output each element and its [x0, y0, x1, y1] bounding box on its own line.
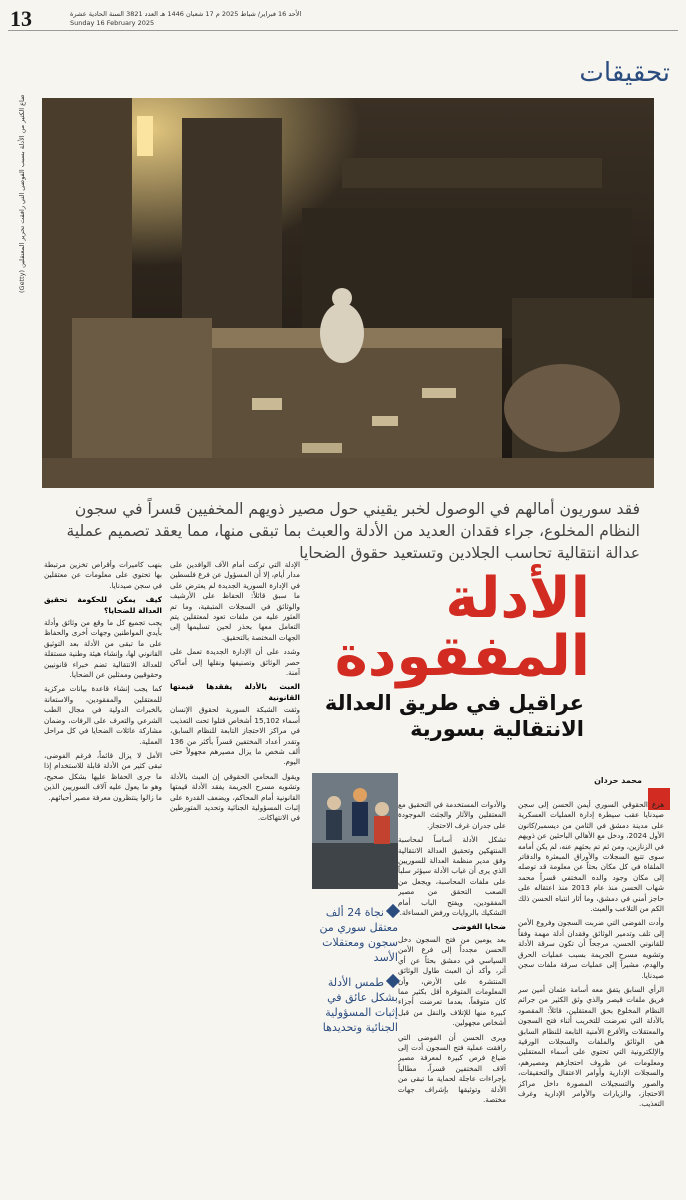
article-deck: فقد سوريون أمالهم في الوصول لخبر يقيني حول مصير ذويهم المخفيين قسراً في سجون النظام المخلوع، جراء فقدان العديد من الأدلة والعبث بما تبقى منها، مما يعقد تصميم عملية عدالة انتقالية تحاسب الجلادين وتستعيد حقوق الضحايا	[66, 500, 640, 562]
photo-caption: ضاع الكثير من الأدلة بسبب الفوضى التي رافقت تحرير المعتقلين (Getty)	[18, 95, 26, 294]
article-headline: الأدلة المفقودة	[334, 566, 590, 689]
pull-quote: نجاة 24 ألف معتقل سوري من سجون ومعتقلات الأسد	[314, 905, 398, 965]
column-subhead: العبث بالأدلة يفقدها قيمتها القانونية	[170, 682, 300, 702]
column-subhead: كيف يمكن للحكومة تحقيق العدالة للضحايا؟	[44, 595, 162, 615]
issue-date-arabic: الأحد 16 فبراير/ شباط 2025 م 17 شعبان 1446 هـ العدد 3821 السنة الحادية عشرة	[70, 10, 302, 18]
column-1: هرع الحقوقي السوري أيمن الحسن إلى سجن صيدنايا عقب سيطرة إدارة العمليات العسكرية على مدينة دمشق في الثامن من ديسمبر/كانون الأول 2024، ودخل مع الأهالي الباحثين عن ذويهم في الزنازين، ومن ثم تم بحثهم عنه، لم يكن أمامه سوى تتبع السجلات والأوراق المبعثرة والدفاتر الملقاة في كل مكان بحثاً عن معلومة قد توصله إلى مكان وجود والده المختفي قسراً محمد شهاب الحسن منذ عام 2013 منذ اعتقاله على حاجز أمني في دمشق، وما أثار انتباه الحسن ذلك الكم من التلاعب والعبث. وأدت الفوضى التي ضربت السجون وفروع الأمن إلى تلف وتدمير الوثائق وفقدان أدلة مهمة وفقاً للقانوني الحسن، مرجحاً أن تكون سرقة الأدلة وتشويه مسرح الجريمة بسبب عمليات الحرق والهدم، مشيراً إلى عمليات سرقة ملفات سجن صيدنايا. الرأي السابق يتفق معه أسامة عثمان أمين سر فريق ملفات قيصر والذي وثق الكثير من جرائم النظام المخلوع بحق المعتقلين، قائلاً: المقصود بالأدلة التي تعرضت للتخريب أثناء فتح السجون والمعتقلات والأفرع الأمنية التابعة للنظام السابق هي الوثائق والملفات والسجلات الورقية والإلكترونية التي تحتوي على أسماء المعتقلين ومعلومات عن ظروف احتجازهم ومصيرهم، والسجلات الإدارية وأوامر الاعتقال والتحقيقات، والصور والتسجيلات المصورة داخل مراكز الاحتجاز، والزيارات والأوامر الإدارية وغرف التعذيب.	[518, 800, 664, 1109]
author-byline: محمد حردان	[594, 776, 642, 785]
prison-cell-illustration	[42, 98, 654, 488]
issue-date	[70, 10, 301, 28]
column-3: الإدلة التي تركت أمام الآف الوافدين على مدار أيام، إلا أن المسؤول عن فرع فلسطين في الإدارة السورية الجديدة لم يعترض على ما سبق قائلاً: الحفاظ على الأرشيف والوثائق في السجلات المتبقية، وما تم العثور عليه من ملفات تعود لمعتقلين يتم التعامل معها بحذر لحين تسليمها إلى الجهات المختصة بالتحقيق. وشدد على أن الإدارة الجديدة تعمل على حصر الوثائق وتصنيفها ونقلها إلى أماكن آمنة. العبث بالأدلة يفقدها قيمتها القانونية وثقت الشبكة السورية لحقوق الإنسان أسماء 15,102 أشخاص قتلوا تحت التعذيب في مراكز الاحتجاز التابعة للنظام السابق، وتقدر أعداد المختفين قسراً بأكثر من 136 ألف شخص ما يزال مصيرهم مجهولاً حتى اليوم. ويقول المحامي الحقوقي إن العبث بالأدلة وتشويه مسرح الجريمة يفقد الأدلة قيمتها القانونية أمام المحاكم، ويضعف القدرة على إثبات المسؤولية الجنائية وتحديد المتورطين في الانتهاكات.	[170, 560, 300, 823]
issue-date-english: Sunday 16 February 2025	[70, 19, 155, 27]
pull-quote: طمس الأدلة بشكل عائق في إثبات المسؤولية الجنائية وتحديدها	[314, 975, 398, 1035]
column-2: والأدوات المستخدمة في التحقيق مع المعتقلين والآثار والجثث الموجودة على جدران غرف الاحتجاز. تشكل الأدلة أساساً لمحاسبة المنتهكين وتحقيق العدالة الانتقالية وفق مدير منظمة العدالة للسوريين الذي يرى أن غياب الأدلة سيؤثر سلباً على ملفات المحاسبة، ويجعل من الصعب التحقق من مصير المفقودين، ويفتح الباب أمام التشكيك بالروايات ورفض المساءلة. ضحايا الفوضى بعد يومين من فتح السجون دخل الحسن مجدداً إلى فرع الأمن السياسي في دمشق بحثاً عن أي أثر، وأكد أن العبث طاول الوثائق المنتشرة على الأرض، وأن المعلومات المتوفرة أقل بكثير مما كان متوقعاً، بعدما تعرضت أجزاء كبيرة منها للإتلاف والنقل من قبل أشخاص مجهولين. ويرى الحسن أن الفوضى التي رافقت عملية فتح السجون أدت إلى ضياع فرص كبيرة لمعرفة مصير آلاف المختفين قسراً، مطالباً بإجراءات عاجلة لحماية ما تبقى من الأدلة وتوثيقها بإشراف جهات مختصة.	[398, 800, 506, 1104]
section-title: تحقيقات	[579, 58, 670, 88]
header-rule	[8, 30, 678, 31]
column-subhead: ضحايا الفوضى	[451, 922, 506, 932]
article-columns	[44, 560, 664, 1190]
article-subheadline: عراقيل في طريق العدالة الانتقالية بسورية	[324, 691, 584, 741]
page-number: 13	[10, 6, 32, 31]
column-4: بنهب كاميرات وأقراص تخزين مرتبطة بها تحتوي على معلومات عن معتقلين في سجن صيدنايا. كيف يمكن للحكومة تحقيق العدالة للضحايا؟ يجب تجميع كل ما وقع من وثائق وأدلة بأيدي المواطنين وجهات أخرى والحفاظ على ما تبقى من الأدلة بعد التوثيق القانوني لها، وإنشاء هيئة وطنية مستقلة للعدالة الانتقالية تضم خبراء قانونيين وحقوقيين وممثلين عن الضحايا. كما يجب إنشاء قاعدة بيانات مركزية للمعتقلين والمفقودين، والاستعانة بالخبرات الدولية في مجال الطب الشرعي والتعرف على الرفات، وضمان مشاركة عائلات الضحايا في كل مراحل العملية. الأمل لا يزال قائماً، فرغم الفوضى، تبقى كثير من الأدلة قابلة للاستخدام إذا ما جرى الحفاظ عليها بشكل صحيح، وهو ما يعول عليه آلاف السوريين الذين ما زالوا ينتظرون معرفة مصير أحبائهم.	[44, 560, 162, 802]
main-photo	[42, 98, 654, 488]
page-header	[0, 0, 686, 62]
